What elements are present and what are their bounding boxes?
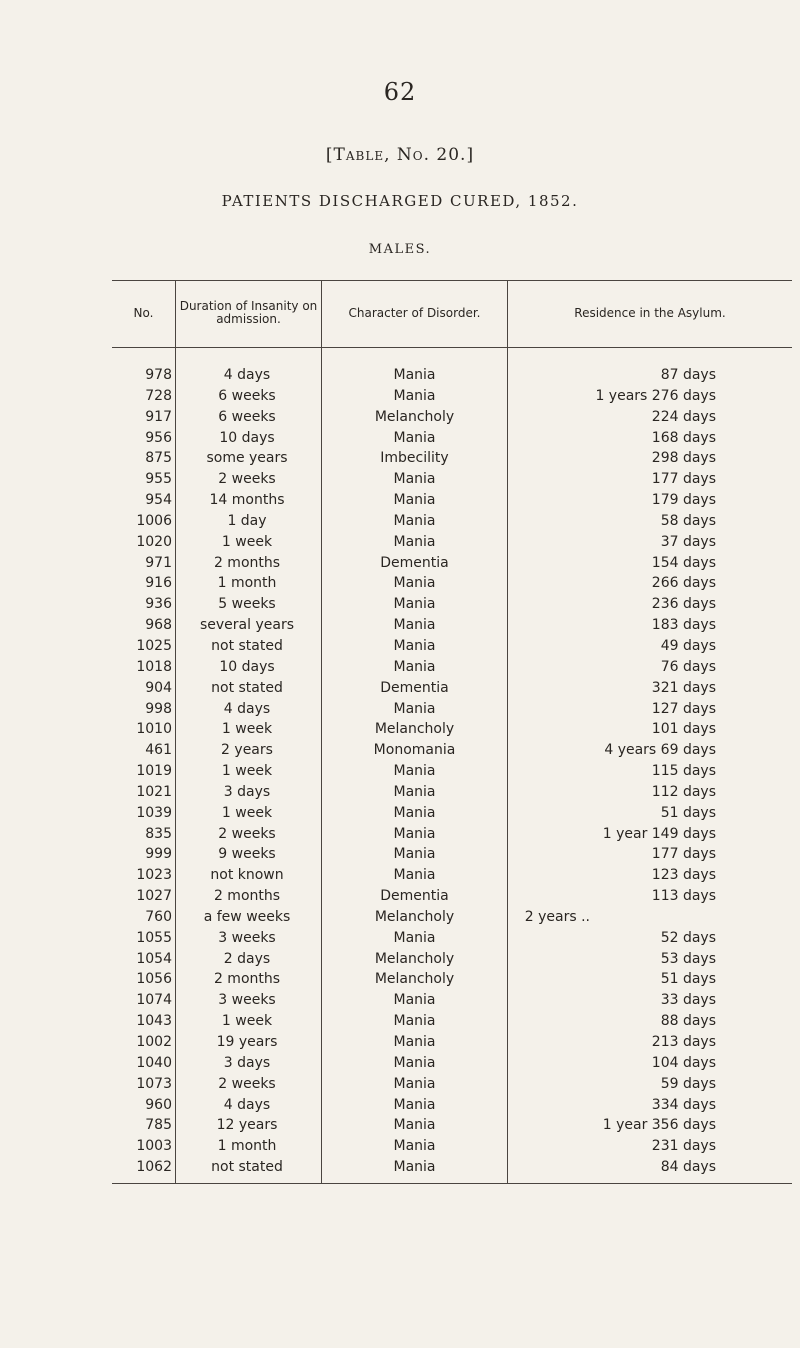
cell-residence: 298 days [651,450,716,467]
cell-character: Mania [393,846,436,863]
cell-character: Mania [393,992,436,1009]
cell-duration: 2 weeks [218,825,276,842]
section-title: MALES. [368,242,432,257]
cell-duration: not stated [211,637,283,654]
table-row [0,1074,800,1095]
table-row [0,469,800,490]
cell-residence: 224 days [651,408,716,425]
cell-no: 999 [145,846,172,863]
table-row [0,573,800,594]
cell-residence: 236 days [651,596,716,613]
cell-duration: 10 days [219,429,275,446]
cell-duration: 2 months [213,971,281,988]
cell-character: Melancholy [374,971,455,988]
table-row [0,1032,800,1053]
cell-no: 1073 [136,1075,172,1092]
cell-no: 916 [145,575,172,592]
cell-character: Mania [393,867,436,884]
cell-no: 1074 [136,992,172,1009]
cell-character: Monomania [373,742,456,759]
cell-no: 1027 [136,888,172,905]
cell-character: Mania [393,1075,436,1092]
table-row [0,1095,800,1116]
cell-character: Melancholy [374,721,455,738]
cell-no: 1019 [136,763,172,780]
table-row [0,761,800,782]
column-header-duration: Duration of Insanity on admission. [179,299,318,326]
cell-character: Mania [393,804,436,821]
cell-character: Mania [393,1096,436,1113]
cell-duration: 1 day [227,512,267,529]
cell-residence: 87 days [660,367,716,383]
table-row [0,782,800,803]
cell-duration: 6 weeks [218,387,276,404]
cell-no: 1018 [136,658,172,675]
cell-duration: not known [210,867,284,884]
cell-residence: 113 days [651,888,716,905]
cell-duration: 10 days [219,658,275,675]
cell-residence: 1 years 276 days [595,387,716,404]
cell-character: Dementia [380,679,449,696]
cell-residence: 321 days [651,679,716,696]
cell-duration: 14 months [209,492,285,509]
cell-duration: several years [199,617,294,634]
cell-no: 760 [145,908,172,925]
cell-duration: 3 days [223,1054,271,1071]
cell-character: Mania [393,1054,436,1071]
cell-residence: 2 years .. [524,908,590,925]
cell-character: Mania [393,617,436,634]
cell-character: Mania [393,387,436,404]
cell-character: Mania [393,1034,436,1050]
cell-residence: 1 year 149 days [602,825,716,842]
cell-residence: 183 days [651,617,716,634]
cell-residence: 51 days [660,971,716,988]
cell-character: Mania [393,1138,436,1155]
cell-duration: 4 days [223,700,271,717]
cell-character: Mania [393,1159,436,1176]
cell-no: 954 [145,492,172,509]
cell-character: Mania [393,512,436,529]
cell-residence: 101 days [651,721,716,738]
table-row [0,428,800,449]
cell-residence: 84 days [660,1159,716,1176]
cell-duration: 2 weeks [218,471,276,488]
cell-no: 1054 [136,950,172,967]
cell-duration: 2 months [213,554,281,571]
cell-no: 1043 [136,1013,172,1030]
table-row [0,949,800,970]
cell-residence: 51 days [660,804,716,821]
cell-character: Melancholy [374,908,455,925]
cell-residence: 53 days [660,950,716,967]
cell-no: 936 [145,596,172,613]
cell-residence: 154 days [651,554,716,571]
column-header-residence: Residence in the Asylum. [574,305,726,320]
cell-no: 835 [145,825,172,842]
table-row [0,1053,800,1074]
cell-character: Mania [393,1117,436,1134]
cell-no: 1062 [136,1159,172,1176]
table-row [0,1115,800,1136]
cell-no: 1003 [136,1138,172,1155]
column-header-character: Character of Disorder. [348,305,481,320]
cell-character: Mania [393,533,436,550]
cell-character: Mania [393,825,436,842]
cell-no: 978 [145,367,172,383]
table-row [0,699,800,720]
table-row [0,803,800,824]
cell-character: Dementia [380,554,449,571]
table-row [0,490,800,511]
cell-character: Mania [393,367,436,383]
table-row [0,365,800,386]
table-row [0,719,800,740]
table-body [0,365,800,1178]
cell-no: 875 [145,450,172,467]
cell-character: Mania [393,429,436,446]
cell-no: 904 [145,679,172,696]
table-row [0,636,800,657]
cell-character: Dementia [380,888,449,905]
table-row [0,1157,800,1178]
cell-no: 1010 [136,721,172,738]
cell-residence: 33 days [660,992,716,1009]
cell-duration: 1 week [221,804,273,821]
table-row [0,865,800,886]
page-number: 62 [383,78,417,106]
cell-character: Mania [393,783,436,800]
cell-duration: not stated [211,1159,283,1176]
cell-residence: 168 days [651,429,716,446]
cell-residence: 179 days [651,492,716,509]
cell-character: Mania [393,596,436,613]
cell-residence: 177 days [651,846,716,863]
cell-duration: not stated [211,679,283,696]
cell-residence: 37 days [660,533,716,550]
table-row [0,511,800,532]
cell-no: 785 [145,1117,172,1134]
table-row [0,907,800,928]
cell-duration: 1 week [221,763,273,780]
cell-residence: 1 year 356 days [602,1117,716,1134]
cell-no: 1025 [136,637,172,654]
cell-no: 968 [145,617,172,634]
cell-no: 1021 [136,783,172,800]
cell-no: 956 [145,429,172,446]
cell-no: 1020 [136,533,172,550]
table-row [0,615,800,636]
cell-no: 971 [145,554,172,571]
cell-duration: 1 week [221,1013,273,1030]
cell-residence: 88 days [660,1013,716,1030]
cell-duration: 3 days [223,783,271,800]
cell-character: Mania [393,700,436,717]
cell-duration: 2 weeks [218,1075,276,1092]
cell-duration: 2 months [213,888,281,905]
cell-no: 1055 [136,929,172,946]
table-row [0,1136,800,1157]
cell-duration: 3 weeks [218,992,276,1009]
cell-duration: 12 years [216,1117,278,1134]
table-row [0,594,800,615]
table-row [0,657,800,678]
cell-residence: 76 days [660,658,716,675]
cell-residence: 59 days [660,1075,716,1092]
cell-character: Mania [393,929,436,946]
table-row [0,1011,800,1032]
cell-character: Mania [393,1013,436,1030]
page-title: PATIENTS DISCHARGED CURED, 1852. [221,192,579,210]
table-caption: [Table, No. 20.] [325,145,475,165]
table-row [0,532,800,553]
cell-residence: 123 days [651,867,716,884]
cell-duration: some years [206,450,288,467]
table-row [0,678,800,699]
cell-no: 955 [145,471,172,488]
cell-residence: 266 days [651,575,716,592]
cell-character: Imbecility [380,450,449,467]
cell-residence: 104 days [651,1054,716,1071]
table-row [0,824,800,845]
cell-no: 461 [145,742,172,759]
cell-duration: 6 weeks [218,408,276,425]
cell-duration: 9 weeks [218,846,276,863]
cell-character: Mania [393,763,436,780]
cell-character: Melancholy [374,950,455,967]
column-header-no: No. [133,305,154,320]
table-row [0,886,800,907]
cell-duration: 4 days [223,367,271,383]
cell-duration: 3 weeks [218,929,276,946]
cell-residence: 231 days [651,1138,716,1155]
cell-character: Mania [393,492,436,509]
table-row [0,407,800,428]
header-bottom-rule [112,347,792,348]
cell-residence: 58 days [660,512,716,529]
cell-no: 917 [145,408,172,425]
cell-duration: 19 years [216,1034,278,1050]
cell-duration: 4 days [223,1096,271,1113]
cell-residence: 334 days [651,1096,716,1113]
table-bottom-rule [112,1183,792,1184]
cell-no: 1023 [136,867,172,884]
table-row [0,990,800,1011]
table-row [0,928,800,949]
cell-duration: 2 years [221,742,273,759]
cell-duration: 1 month [217,1138,277,1155]
cell-residence: 4 years 69 days [604,742,716,759]
cell-duration: 1 week [221,721,273,738]
cell-residence: 213 days [651,1034,716,1050]
table-row [0,969,800,990]
cell-character: Melancholy [374,408,455,425]
table-row [0,740,800,761]
cell-residence: 52 days [660,929,716,946]
cell-duration: a few weeks [203,908,291,925]
cell-no: 728 [145,387,172,404]
table-row [0,386,800,407]
cell-residence: 115 days [651,763,716,780]
table-row [0,553,800,574]
table-row [0,448,800,469]
cell-residence: 112 days [651,783,716,800]
cell-character: Mania [393,637,436,654]
cell-no: 1040 [136,1054,172,1071]
cell-duration: 1 week [221,533,273,550]
cell-character: Mania [393,575,436,592]
cell-no: 1006 [136,512,172,529]
cell-no: 1056 [136,971,172,988]
cell-no: 1039 [136,804,172,821]
cell-duration: 1 month [217,575,277,592]
cell-residence: 49 days [660,637,716,654]
table-row [0,844,800,865]
cell-residence: 127 days [651,700,716,717]
cell-character: Mania [393,658,436,675]
cell-character: Mania [393,471,436,488]
cell-duration: 5 weeks [218,596,276,613]
cell-duration: 2 days [223,950,271,967]
cell-no: 1002 [136,1034,172,1050]
cell-no: 998 [145,700,172,717]
cell-residence: 177 days [651,471,716,488]
cell-no: 960 [145,1096,172,1113]
